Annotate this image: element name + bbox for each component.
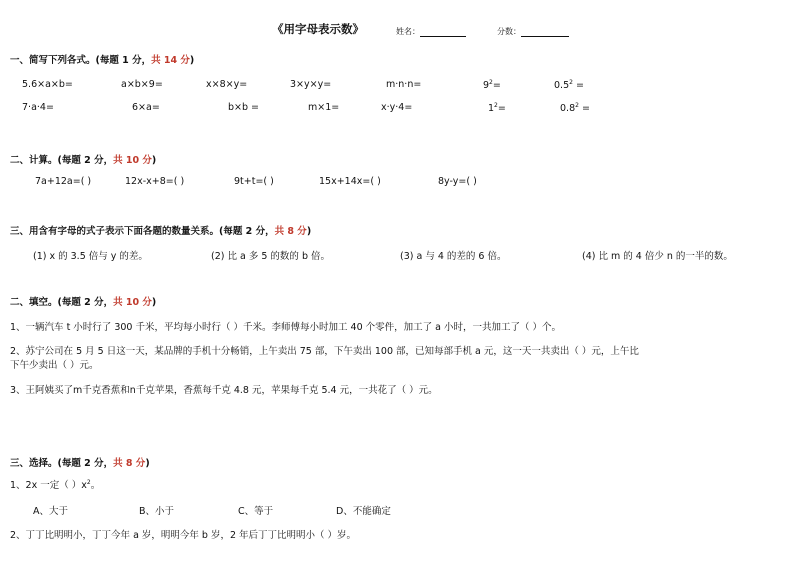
s2-item-1: 7a+12a=( ) bbox=[35, 176, 92, 187]
worksheet-title: 《用字母表示数》 bbox=[272, 22, 364, 36]
s4-question-1: 1、一辆汽车 t 小时行了 300 千米，平均每小时行（ ）千米。李师傅每小时加工 40 个零件，加工了 a 小时，一共加工了（ ）个。 bbox=[10, 322, 562, 333]
score-field[interactable] bbox=[497, 26, 569, 37]
s1-r2-c1: 7·a·4= bbox=[22, 102, 54, 113]
name-label: 姓名： bbox=[396, 27, 420, 36]
s1-r2-c5: x·y·4= bbox=[381, 102, 413, 113]
section-1-heading: 一、简写下列各式。(每题 1 分，共 14 分) bbox=[10, 55, 195, 66]
s3-item-3: (3) a 与 4 的差的 6 倍。 bbox=[400, 251, 507, 262]
s3-item-1: (1) x 的 3.5 倍与 y 的差。 bbox=[33, 251, 148, 262]
s1-r2-c7: $0.8^2$ = bbox=[560, 102, 590, 115]
section-2-heading: 二、计算。(每题 2 分，共 10 分) bbox=[10, 155, 157, 166]
s5-option-a[interactable]: A、大于 bbox=[33, 506, 68, 517]
s5-question-2: 2、丁丁比明明小，丁丁今年 a 岁，明明今年 b 岁，2 年后丁丁比明明小（ ）岁。 bbox=[10, 530, 357, 541]
s1-r1-c7: $0.5^2$ = bbox=[554, 79, 584, 92]
s3-item-2: (2) 比 a 多 5 的数的 b 倍。 bbox=[211, 251, 330, 262]
s2-item-4: 15x+14x=( ) bbox=[319, 176, 381, 187]
s1-r2-c3: b×b = bbox=[228, 102, 260, 113]
section-3-heading: 三、用含有字母的式子表示下面各题的数量关系。(每题 2 分，共 8 分) bbox=[10, 226, 312, 237]
s1-r1-c2: a×b×9= bbox=[121, 79, 163, 90]
s5-option-b[interactable]: B、小于 bbox=[139, 506, 175, 517]
s2-item-2: 12x-x+8=( ) bbox=[125, 176, 185, 187]
s5-option-d[interactable]: D、不能确定 bbox=[336, 506, 391, 517]
s2-item-5: 8y-y=( ) bbox=[438, 176, 477, 187]
score-blank[interactable] bbox=[521, 26, 569, 37]
s4-question-2-cont: 下午少卖出（ ）元。 bbox=[10, 360, 99, 371]
s1-r2-c4: m×1= bbox=[308, 102, 340, 113]
s5-question-1: 1、2x 一定（ ）$x^2$。 bbox=[10, 478, 101, 491]
name-field[interactable] bbox=[396, 26, 466, 37]
s1-r1-c5: m·n·n= bbox=[386, 79, 422, 90]
s1-r1-c3: x×8×y= bbox=[206, 79, 248, 90]
section-4-heading: 二、填空。(每题 2 分，共 10 分) bbox=[10, 297, 157, 308]
name-blank[interactable] bbox=[420, 26, 466, 37]
s5-option-c[interactable]: C、等于 bbox=[238, 506, 274, 517]
s4-question-2: 2、苏宁公司在 5 月 5 日这一天，某品牌的手机十分畅销，上午卖出 75 部，下午卖出 100 部，已知每部手机 a 元，这一天一共卖出（ ）元，上午比 bbox=[10, 346, 639, 357]
s1-r1-c4: 3×y×y= bbox=[290, 79, 332, 90]
s1-r2-c6: $1^2=$ bbox=[488, 102, 506, 115]
s2-item-3: 9t+t=( ) bbox=[234, 176, 274, 187]
s4-question-3: 3、王阿姨买了m千克香蕉和n千克苹果，香蕉每千克 4.8 元，苹果每千克 5.4 元，一共花了（ ）元。 bbox=[10, 385, 438, 396]
s3-item-4: (4) 比 m 的 4 倍少 n 的一半的数。 bbox=[582, 251, 733, 262]
s1-r2-c2: 6×a= bbox=[132, 102, 160, 113]
section-5-heading: 三、选择。(每题 2 分，共 8 分) bbox=[10, 458, 150, 469]
score-label: 分数： bbox=[497, 27, 521, 36]
s1-r1-c6: $9^2=$ bbox=[483, 79, 501, 92]
s1-r1-c1: 5.6×a×b= bbox=[22, 79, 73, 90]
